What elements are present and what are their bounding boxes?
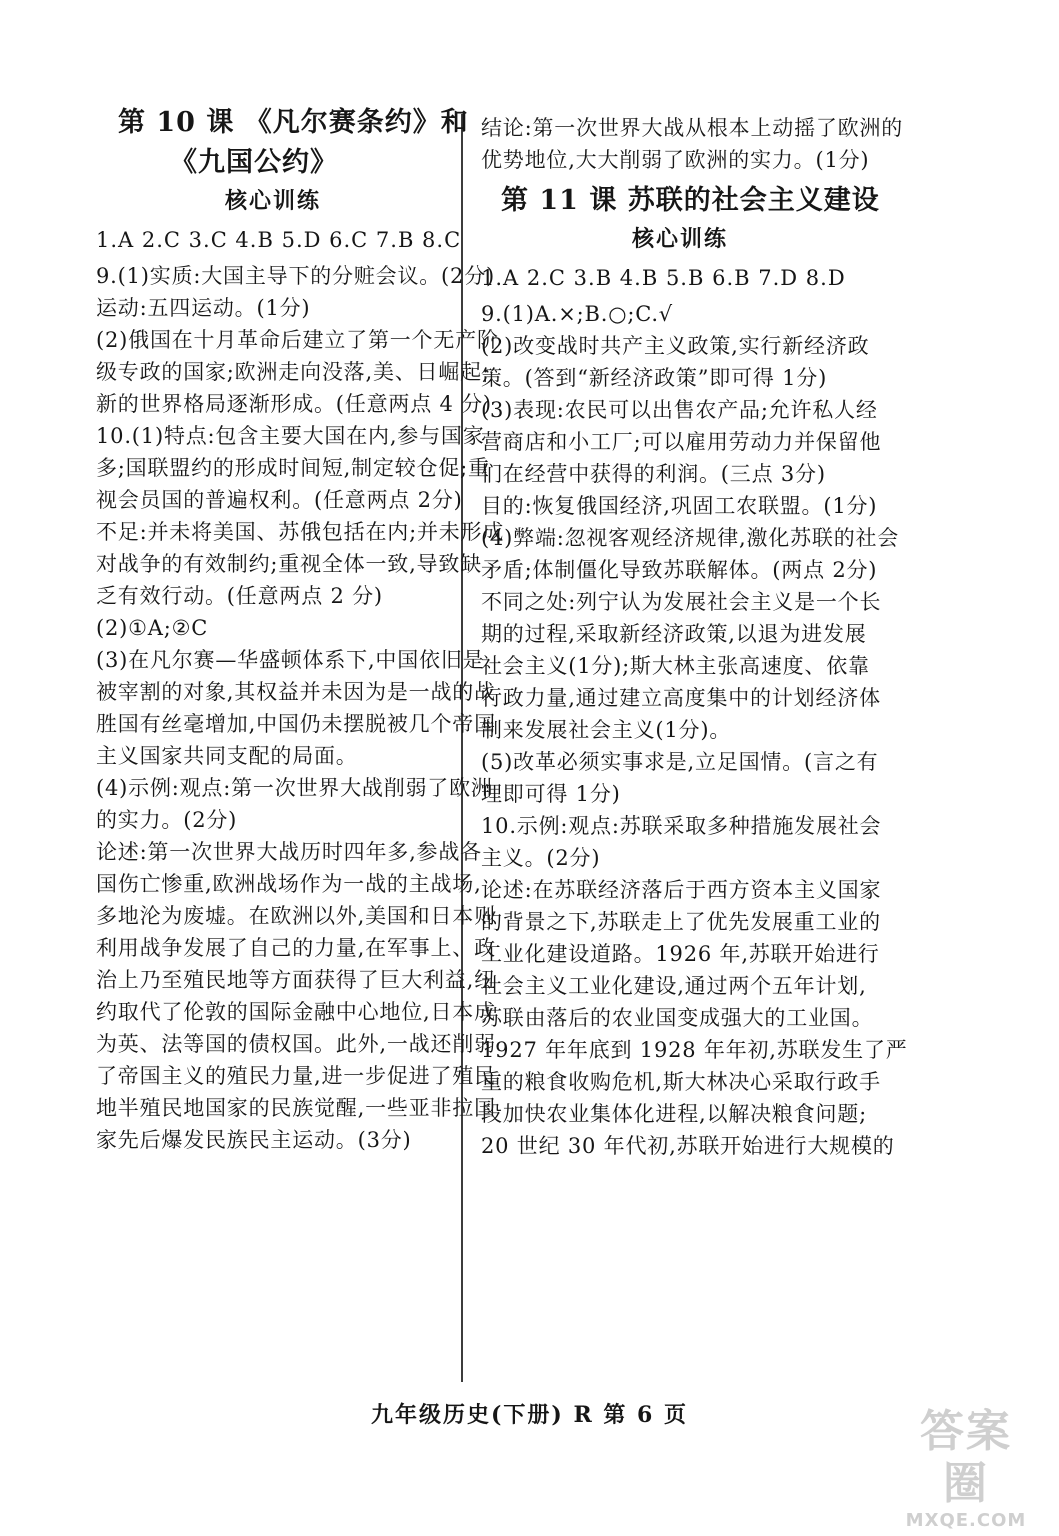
text-line: 行政力量,通过建立高度集中的计划经济体 [481, 686, 881, 710]
text-line: 多;国联盟约的形成时间短,制定较仓促;重 [96, 456, 490, 480]
text-line: 主义国家共同支配的局面。 [96, 744, 358, 768]
text-line: 对战争的有效制约;重视全体一致,导致缺 [96, 552, 482, 576]
lesson-11-answer-body [481, 298, 908, 1162]
text-line: 20 世纪 30 年代初,苏联开始进行大规模的 [481, 1134, 895, 1158]
text-line: 胜国有丝毫增加,中国仍未摆脱被几个帝国 [96, 712, 496, 736]
text-line: (2)俄国在十月革命后建立了第一个无产阶 [96, 328, 499, 352]
left-column [96, 104, 505, 1156]
text-line: 1927 年年底到 1928 年年初,苏联发生了严 [481, 1038, 908, 1062]
lesson-10-title-line2: 《九国公约》 [170, 147, 338, 178]
lesson-10-title-line1: 第 10 课 《凡尔赛条约》和 [118, 107, 469, 138]
text-line: 策。(答到“新经济政策”即可得 1分) [481, 366, 828, 390]
column-divider [461, 114, 463, 1382]
text-line: 的实力。(2分) [96, 808, 238, 832]
text-line: 10.示例:观点:苏联采取多种措施发展社会 [481, 814, 882, 838]
text-line: 运动:五四运动。(1分) [96, 296, 311, 320]
watermark-logo-bottom: MXQE.COM [905, 1510, 1027, 1531]
text-line: 营商店和小工厂;可以雇用劳动力并保留他 [481, 430, 882, 454]
text-line: (2)①A;②C [96, 616, 209, 640]
lesson-10-subheading: 核心训练 [224, 188, 321, 214]
text-line: 社会主义工业化建设,通过两个五年计划, [481, 974, 867, 998]
watermark-logo-top: 答案圈 [920, 1406, 1012, 1509]
text-line: (5)改革必须实事求是,立足国情。(言之有 [481, 750, 879, 774]
text-line: 为英、法等国的债权国。此外,一战还削弱 [96, 1032, 496, 1056]
lesson-10-answer-body [96, 260, 505, 1156]
text-line: 多地沦为废墟。在欧洲以外,美国和日本则 [96, 904, 496, 928]
text-line: 苏联由落后的农业国变成强大的工业国。 [481, 1006, 874, 1030]
text-line: 目的:恢复俄国经济,巩固工农联盟。(1分) [481, 494, 878, 518]
text-line: 社会主义(1分);斯大林主张高速度、依靠 [481, 654, 870, 678]
text-line: 利用战争发展了自己的力量,在军事上、政 [96, 936, 496, 960]
text-line: (2)改变战时共产主义政策,实行新经济政 [481, 334, 870, 358]
text-line: 级专政的国家;欧洲走向没落,美、日崛起; [96, 360, 490, 384]
text-line: 地半殖民地国家的民族觉醒,一些亚非拉国 [96, 1096, 496, 1120]
text-line: 主义。(2分) [481, 846, 601, 870]
watermark-logo [901, 1406, 1031, 1531]
text-line: 矛盾;体制僵化导致苏联解体。(两点 2分) [481, 558, 878, 582]
text-line: 工业化建设道路。1926 年,苏联开始进行 [481, 942, 880, 966]
text-line: 论述:在苏联经济落后于西方资本主义国家 [481, 878, 882, 902]
text-line: 理即可得 1分) [481, 782, 621, 806]
lesson-11-title: 第 11 课 苏联的社会主义建设 [501, 185, 880, 216]
text-line: 段加快农业集体化进程,以解决粮食问题; [481, 1102, 867, 1126]
text-line: (4)弊端:忽视客观经济规律,激化苏联的社会 [481, 526, 900, 550]
text-line: 9.(1)A.×;B.○;C.√ [481, 302, 673, 326]
right-column [481, 112, 908, 1162]
text-line: 们在经营中获得的利润。(三点 3分) [481, 462, 826, 486]
text-line: 了帝国主义的殖民力量,进一步促进了殖民 [96, 1064, 496, 1088]
text-line: 10.(1)特点:包含主要大国在内,参与国家 [96, 424, 485, 448]
lesson-10-choice-answers: 1.A 2.C 3.C 4.B 5.D 6.C 7.B 8.C [96, 228, 462, 252]
text-line: 视会员国的普遍权利。(任意两点 2分) [96, 488, 463, 512]
text-line: 约取代了伦敦的国际金融中心地位,日本成 [96, 1000, 496, 1024]
text-line: (3)在凡尔赛—华盛顿体系下,中国依旧是 [96, 648, 485, 672]
text-line: 优势地位,大大削弱了欧洲的实力。(1分) [481, 148, 870, 172]
text-line: 家先后爆发民族民主运动。(3分) [96, 1128, 412, 1152]
text-line: 新的世界格局逐渐形成。(任意两点 4 分) [96, 392, 492, 416]
text-line: 的背景之下,苏联走上了优先发展重工业的 [481, 910, 881, 934]
text-line: 制来发展社会主义(1分)。 [481, 718, 732, 742]
text-line: 被宰割的对象,其权益并未因为是一战的战 [96, 680, 496, 704]
lesson-11-subheading: 核心训练 [631, 226, 728, 252]
text-line: (4)示例:观点:第一次世界大战削弱了欧洲 [96, 776, 493, 800]
text-line: 重的粮食收购危机,斯大林决心采取行政手 [481, 1070, 881, 1094]
text-line: (3)表现:农民可以出售农产品;允许私人经 [481, 398, 878, 422]
lesson-10-conclusion [481, 112, 904, 176]
text-line: 治上乃至殖民地等方面获得了巨大利益,纽 [96, 968, 496, 992]
text-line: 乏有效行动。(任意两点 2 分) [96, 584, 383, 608]
text-line: 9.(1)实质:大国主导下的分赃会议。(2分) [96, 264, 496, 288]
text-line: 结论:第一次世界大战从根本上动摇了欧洲的 [481, 116, 904, 140]
text-line: 不同之处:列宁认为发展社会主义是一个长 [481, 590, 882, 614]
lesson-11-choice-answers: 1.A 2.C 3.B 4.B 5.B 6.B 7.D 8.D [481, 266, 846, 290]
text-line: 期的过程,采取新经济政策,以退为进发展 [481, 622, 867, 646]
page-footer: 九年级历史(下册) R 第 6 页 [370, 1402, 689, 1428]
text-line: 国伤亡惨重,欧洲战场作为一战的主战场, [96, 872, 482, 896]
text-line: 不足:并未将美国、苏俄包括在内;并未形成 [96, 520, 505, 544]
text-line: 论述:第一次世界大战历时四年多,参战各 [96, 840, 482, 864]
